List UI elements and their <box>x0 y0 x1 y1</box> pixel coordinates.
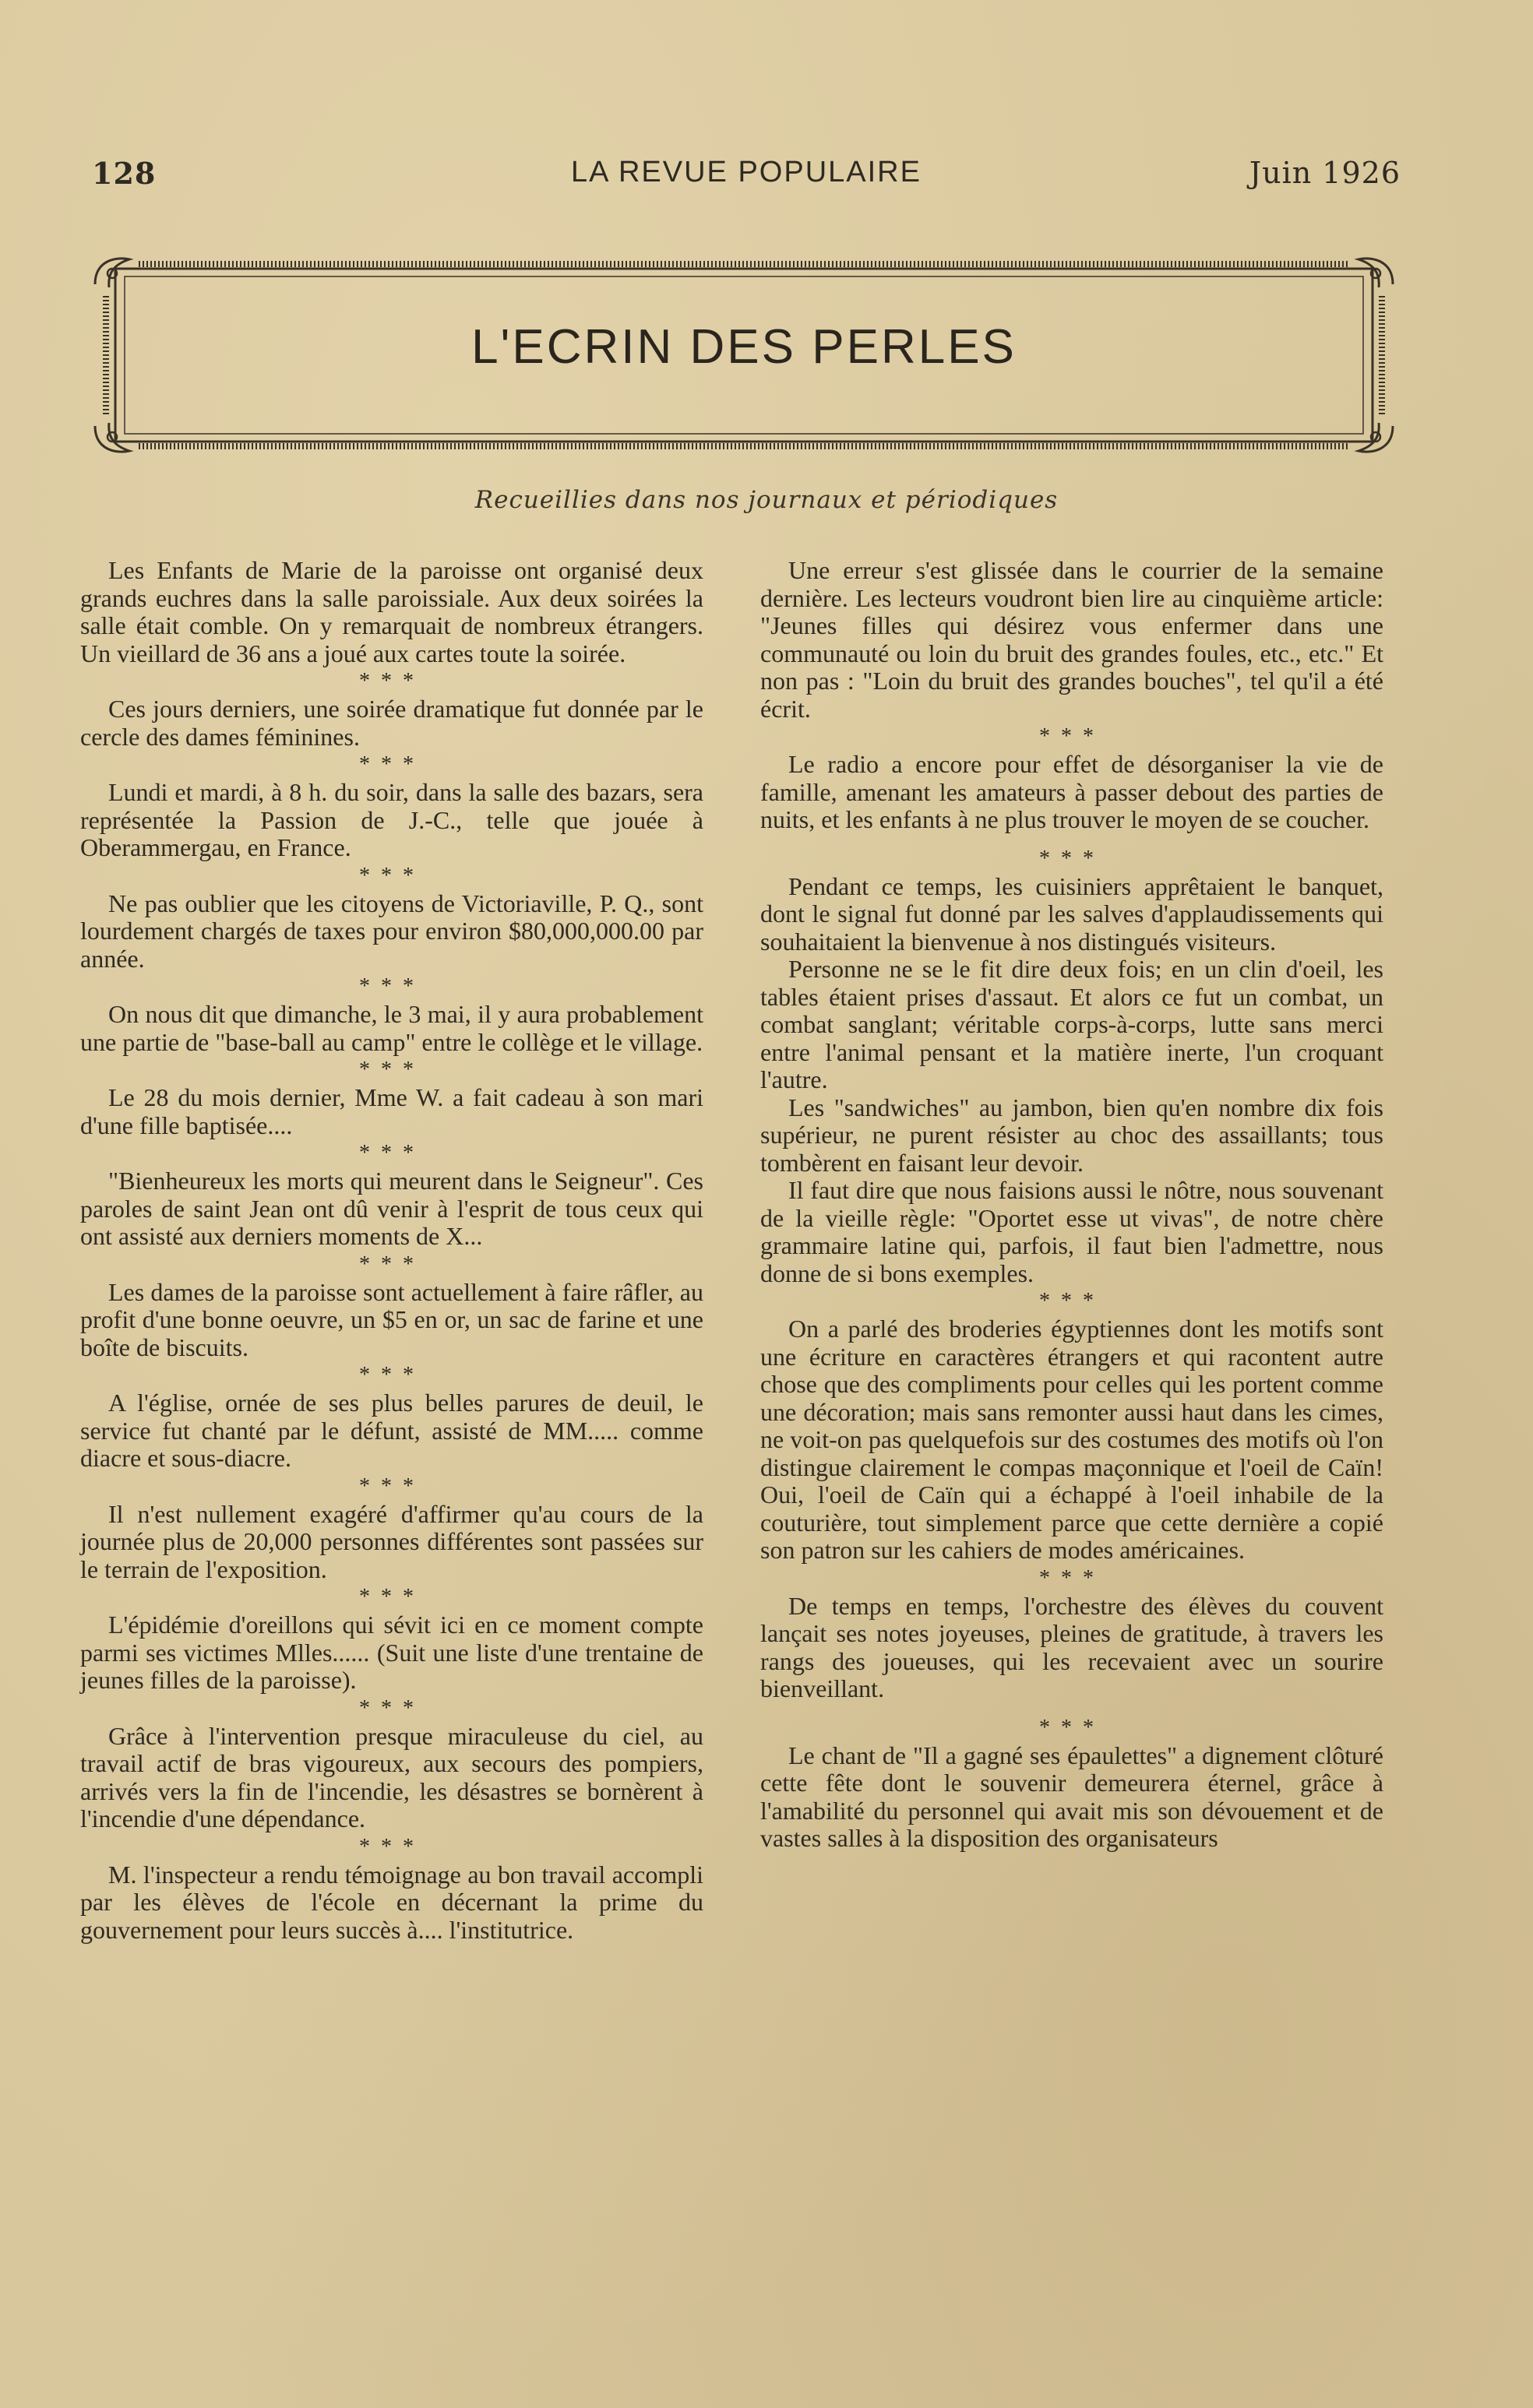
left-item-11: L'épidémie d'oreillons qui sévit ici en ce moment compte parmi ses victimes Mlles...... (Suit une liste d'une trentaine de jeunes filles de la paroisse). <box>80 1611 703 1694</box>
left-item-3: Lundi et mardi, à 8 h. du soir, dans la salle des bazars, sera représentée la Passion de J.-C., telle que jouée à Oberammergau, en France. <box>80 778 703 861</box>
left-item-10: Il n'est nullement exagéré d'affirmer qu'au cours de la journée plus de 20,000 personnes différentes sont passées sur le terrain de l'exposition. <box>80 1499 703 1583</box>
separator: *** <box>1039 846 1105 871</box>
right-item-4: On a parlé des broderies égyptiennes dont les motifs sont une écriture en caractères étrangers et qui racontent autre chose que des compliments pour celles qui les portent comme une décoration; mais sans remonter aussi haut dans les cimes, ne voit-on pas quelquefois sur des costumes des motifs où l'on distingue clairement le compas maçonnique et l'oeil de Caïn! Oui, l'oeil de Caïn qui a échappé à l'oeil inhabile de la couturière, tout simplement parce que cette dernière a copié son patron sur les cahiers de modes américaines. <box>760 1315 1383 1564</box>
right-item-3a: Pendant ce temps, les cuisiniers apprêtaient le banquet, dont le signal fut donné par les salves d'applaudissements qui souhaitaient la bienvenue à nos distingués visiteurs. <box>760 871 1383 956</box>
right-item-3c: Les "sandwiches" au jambon, bien qu'en nombre dix fois supérieur, ne purent résister au choc des assaillants; tous tombèrent en faisant leur devoir. <box>760 1093 1383 1177</box>
section-title: L'ECRIN DES PERLES <box>471 320 1017 374</box>
separator: *** <box>359 863 425 888</box>
separator: *** <box>359 752 425 776</box>
right-item-3b: Personne ne se le fit dire deux fois; en un clin d'oeil, les tables étaient prises d'assaut. Et alors ce fut un combat, un combat sanglant; véritable corps-à-corps, lutte sans merci entre l'animal pensant et la matière inerte, l'un croquant l'autre. <box>760 955 1383 1093</box>
separator: *** <box>359 1695 425 1720</box>
left-item-1: Les Enfants de Marie de la paroisse ont organisé deux grands euchres dans la salle paroissiale. Aux deux soirées la salle était comble. On y remarquait de nombreux étrangers. Un vieillard de 36 ans a joué aux cartes toute la soirée. <box>80 556 703 667</box>
separator: *** <box>1039 1565 1105 1590</box>
separator: *** <box>1039 1289 1105 1313</box>
separator: *** <box>359 1473 425 1498</box>
left-item-8: Les dames de la paroisse sont actuellement à faire râfler, au profit d'une bonne oeuvre, un $5 en or, un sac de farine et une boîte de biscuits. <box>80 1277 703 1361</box>
left-item-12: Grâce à l'intervention presque miraculeuse du ciel, au travail actif de bras vigoureux, aux secours des pompiers, arrivés vers la fin de l'incendie, les désastres se bornèrent à l'incendie d'une dépendance. <box>80 1721 703 1832</box>
right-item-1: Une erreur s'est glissée dans le courrier de la semaine dernière. Les lecteurs voudront bien lire au cinquième article: "Jeunes filles qui désirez vous enfermer dans une communauté ou loin du bruit des grandes foules, etc., etc." Et non pas : "Loin du bruit des grandes bouches", tel qu'il a été écrit. <box>760 556 1383 723</box>
separator: *** <box>359 1585 425 1609</box>
separator: *** <box>1039 724 1105 748</box>
right-item-5: De temps en temps, l'orchestre des élèves du couvent lançait ses notes joyeuses, pleines de gratitude, à travers les rangs des joueuses, qui les recevaient avec un sourire bienveillant. <box>760 1591 1383 1702</box>
left-item-9: A l'église, ornée de ses plus belles parures de deuil, le service fut chanté par le défunt, assisté de MM..... comme diacre et sous-diacre. <box>80 1389 703 1472</box>
separator: *** <box>359 1058 425 1082</box>
left-item-7: "Bienheureux les morts qui meurent dans le Seigneur". Ces paroles de saint Jean ont dû venir à l'esprit de tous ceux qui ont assisté aux derniers moments de X... <box>80 1167 703 1250</box>
left-item-5: On nous dit que dimanche, le 3 mai, il y aura probablement une partie de "base-ball au camp" entre le collège et le village. <box>80 1000 703 1056</box>
separator: *** <box>359 669 425 693</box>
right-item-2: Le radio a encore pour effet de désorganiser la vie de famille, amenant les amateurs à passer debout des parties de nuits, et les enfants à ne plus trouver le moyen de se coucher. <box>760 750 1383 833</box>
separator: *** <box>359 1363 425 1387</box>
separator: *** <box>359 974 425 998</box>
right-item-3d: Il faut dire que nous faisions aussi le nôtre, nous souvenant de la vieille règle: "Oportet esse ut vivas", de notre chère grammaire latine qui, parfois, il faut bien l'admettre, nous donne de si bons exemples. <box>760 1176 1383 1287</box>
left-item-2: Ces jours derniers, une soirée dramatique fut donnée par le cercle des dames féminines. <box>80 695 703 751</box>
issue-date: Juin 1926 <box>1249 156 1401 190</box>
page-number: 128 <box>92 156 157 191</box>
left-item-6: Le 28 du mois dernier, Mme W. a fait cadeau à son mari d'une fille baptisée.... <box>80 1083 703 1139</box>
left-item-13: M. l'inspecteur a rendu témoignage au bon travail accompli par les élèves de l'école en décernant la prime du gouvernement pour leurs succès à.... l'institutrice. <box>80 1860 703 1944</box>
separator: *** <box>359 1252 425 1276</box>
separator: *** <box>359 1141 425 1165</box>
right-item-6: Le chant de "Il a gagné ses épaulettes" a dignement clôturé cette fête dont le souvenir demeurera éternel, grâce à l'amabilité du personnel qui avait mis son dévouement et de vastes salles à la disposition des organisateurs <box>760 1741 1383 1852</box>
left-column <box>80 557 703 1944</box>
running-header <box>92 156 1401 202</box>
separator: *** <box>1039 1715 1105 1740</box>
separator: *** <box>359 1834 425 1859</box>
right-column <box>760 557 1383 1853</box>
magazine-title: LA REVUE POPULAIRE <box>571 156 922 188</box>
section-subtitle: Recueillies dans nos journaux et périodiques <box>474 486 1059 514</box>
title-frame <box>92 253 1396 457</box>
left-item-4: Ne pas oublier que les citoyens de Victoriaville, P. Q., sont lourdement chargés de taxes pour environ $80,000,000.00 par année. <box>80 889 703 973</box>
